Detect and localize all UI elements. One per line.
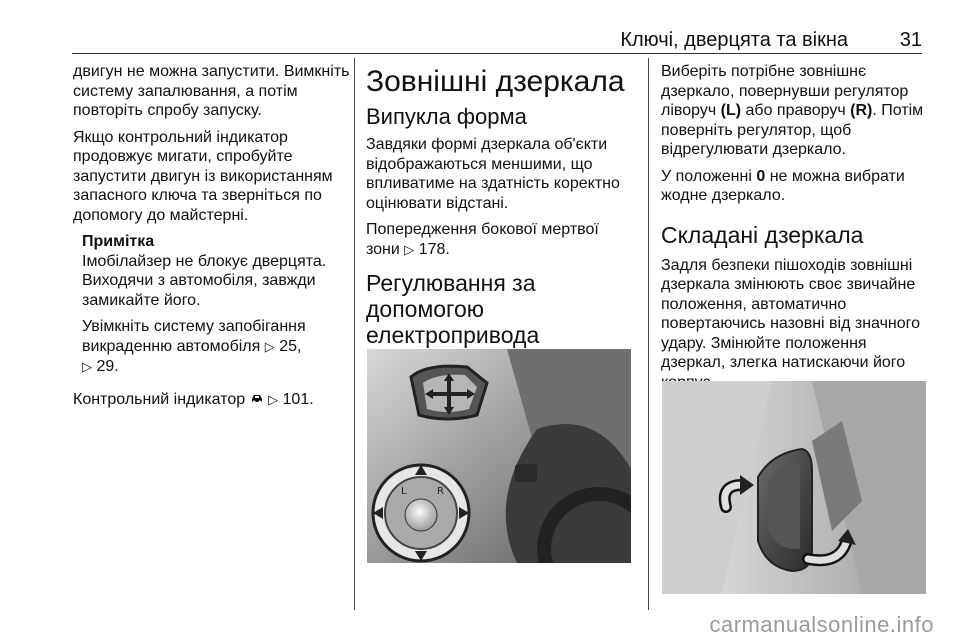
chapter-title: Ключі, дверцята та вікна (620, 29, 848, 51)
paragraph (661, 62, 927, 160)
column-divider-2 (648, 58, 649, 610)
paragraph: Завдяки формі дзеркала об'єкти відображаються меншими, що впливатиме на здатність коректно оцінювати відстані. (366, 136, 620, 212)
header-divider (72, 53, 922, 54)
page-ref[interactable]: 101. (282, 390, 314, 408)
column-1 (73, 62, 353, 417)
page-ref[interactable]: 25, (279, 337, 302, 355)
triangle-ref-icon: ▷ (268, 392, 279, 408)
note-text (82, 317, 353, 378)
note-block (73, 232, 353, 378)
paragraph-text: Попередження бокової мертвої зони (366, 221, 599, 258)
page-ref[interactable]: 178. (418, 240, 450, 258)
paragraph (73, 390, 353, 411)
triangle-ref-icon: ▷ (264, 339, 275, 355)
subsection-heading: Регулювання за допомогою електропривода (366, 270, 540, 348)
triangle-ref-icon: ▷ (404, 242, 415, 258)
note-title: Примітка (82, 233, 155, 250)
left-label: (L) (720, 102, 742, 119)
subsection-heading: Складані дзеркала (661, 221, 864, 248)
triangle-ref-icon: ▷ (82, 360, 92, 375)
paragraph-text: не можна вибрати жодне дзеркало. (661, 167, 905, 204)
paragraph: Задля безпеки пішоходів зовнішні дзеркала змінюють своє звичайне положення, автоматично повертаючись назовні від значного удару. Змінюйте положення дзеркал, злегка натискаючи його (661, 256, 921, 371)
subsection-heading: Випукла форма (366, 104, 527, 129)
paragraph-text: Контрольний індикатор (73, 390, 246, 408)
paragraph-text: або праворуч (745, 102, 846, 119)
page-header (72, 25, 922, 51)
paragraph: двигун не можна запустити. Вимкніть систему запалювання, а потім повторіть спробу запуску. (73, 63, 350, 119)
paragraph (366, 220, 636, 260)
paragraph-text: . Потім поверніть регулятор, щоб відрегулювати дзеркало. (661, 102, 924, 158)
car-key-indicator-icon (250, 391, 268, 408)
page-number: 31 (899, 29, 922, 51)
paragraph-text: Виберіть потрібне зовнішнє дзеркало, повернувши регулятор ліворуч (661, 63, 909, 119)
mirror-control-figure (367, 349, 631, 563)
column-3 (661, 62, 927, 399)
position-zero: 0 (756, 167, 766, 185)
note-text-part: Увімкніть систему запобігання викраденню автомобіля (82, 318, 306, 355)
paragraph: Якщо контрольний індикатор продовжує мигати, спробуйте запустити двигун із використанням запасного ключа та зверніться по допомогу до майстерні. (73, 128, 333, 224)
watermark: carmanualsonline.info (709, 612, 934, 637)
right-label: R (437, 486, 444, 497)
section-heading: Зовнішні дзеркала (366, 65, 625, 98)
paragraph-text: У положенні (661, 167, 752, 185)
page-ref[interactable]: 29. (96, 358, 119, 375)
left-label: L (401, 486, 407, 497)
paragraph (661, 167, 927, 206)
folding-mirror-figure (662, 381, 926, 594)
note-text: Імобілайзер не блокує дверцята. Виходячи з автомобіля, завжди замикайте його. (82, 252, 327, 309)
column-divider-1 (354, 58, 355, 610)
right-label: (R) (850, 102, 873, 119)
column-2 (366, 62, 636, 356)
